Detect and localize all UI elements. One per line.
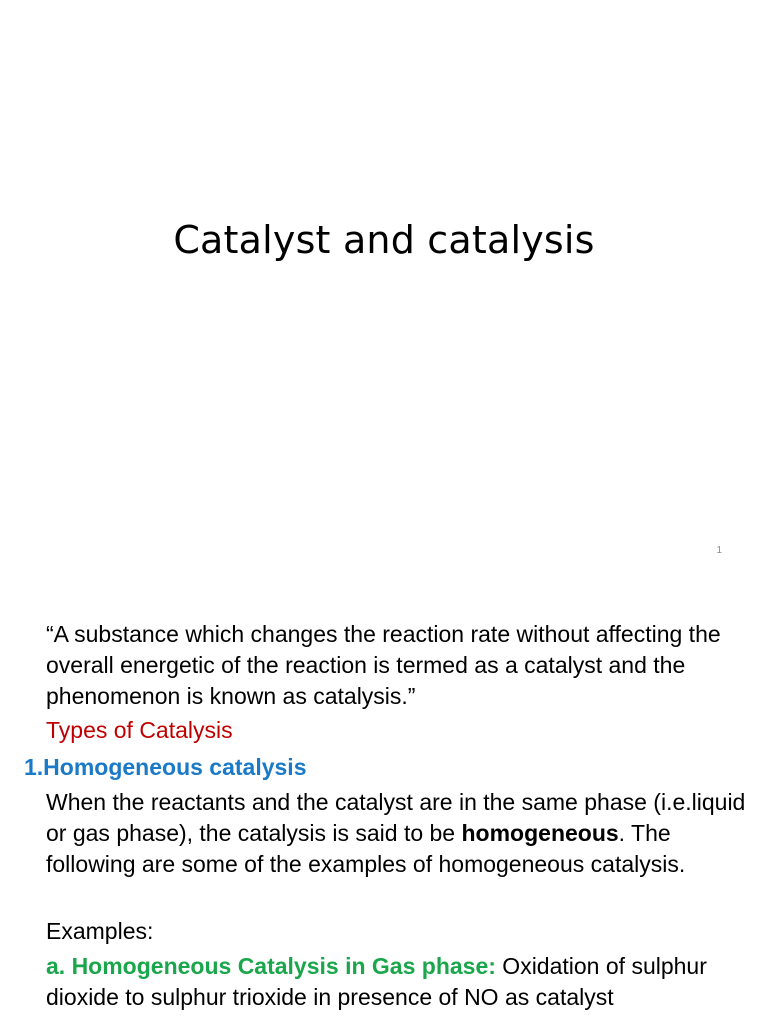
example-a-heading: a. Homogeneous Catalysis in Gas phase: [46, 953, 496, 979]
section-heading: 1.Homogeneous catalysis [24, 754, 307, 780]
paragraph-text: When the reactants and the catalyst are in the same phase (i.e.liquid or gas phase), the catalysis is said to be [46, 789, 746, 846]
definition-quote: “A substance which changes the reaction rate without affecting the overall energetic of the reaction is termed as a catalyst and the phenomenon is known as catalysis.” [46, 621, 721, 709]
examples-label: Examples: [46, 918, 154, 944]
types-heading: Types of Catalysis [46, 717, 233, 743]
paragraph-bold-term: homogeneous [461, 820, 619, 846]
example-a [46, 951, 746, 1013]
slide-number: 1 [716, 545, 722, 556]
homogeneous-paragraph [46, 787, 746, 880]
slide-title: Catalyst and catalysis [173, 218, 595, 262]
paragraph-text-end: . The following are some of the examples of homogeneous catalysis. [46, 820, 686, 877]
example-a-text: Oxidation of sulphur dioxide to sulphur trioxide in presence of NO as catalyst [46, 953, 707, 1010]
slide-2 [0, 576, 768, 1024]
